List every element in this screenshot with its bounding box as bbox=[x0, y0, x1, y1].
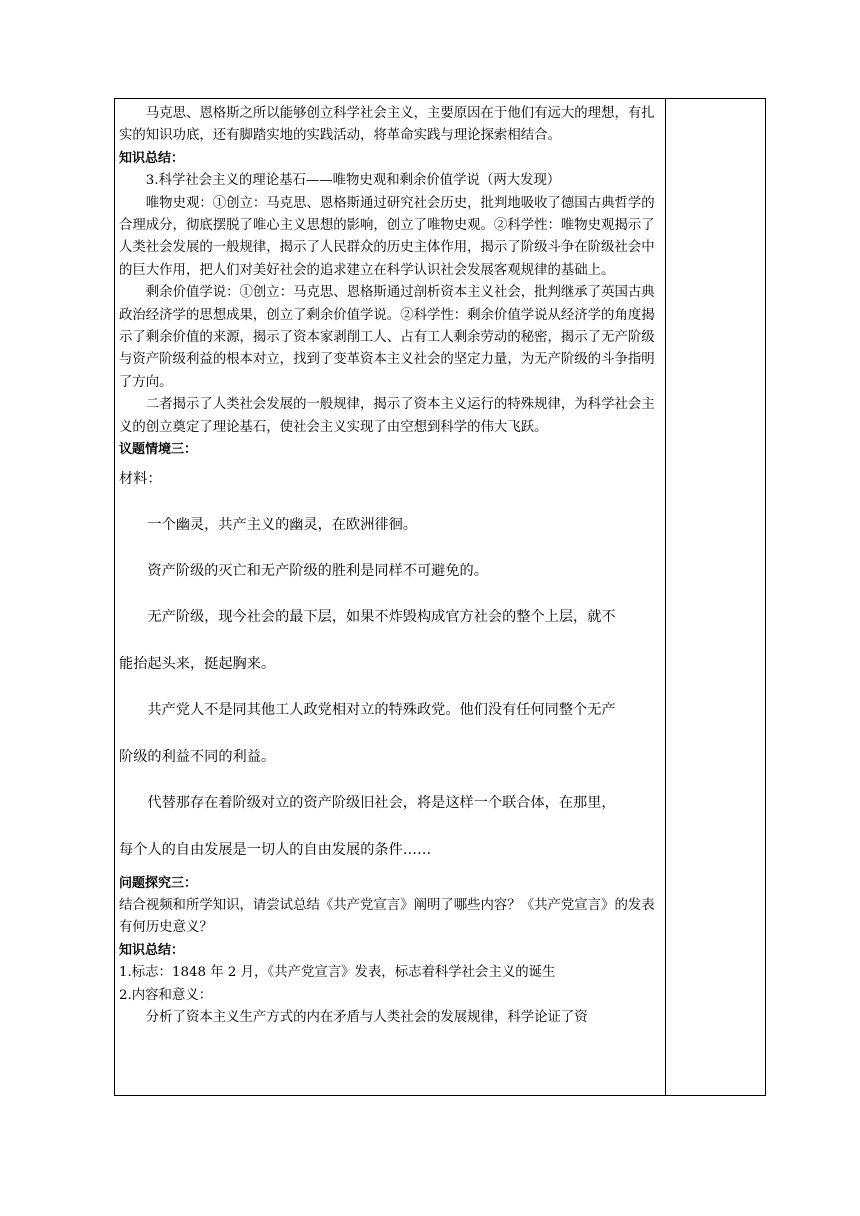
question-3-heading: 问题探究三： bbox=[119, 875, 198, 891]
material-quote-2: 资产阶级的灭亡和无产阶级的胜利是同样不可避免的。 bbox=[147, 562, 488, 579]
material-quote-1: 一个幽灵，共产主义的幽灵，在欧洲徘徊。 bbox=[147, 516, 417, 533]
both-discoveries-paragraph: 二者揭示了人类社会发展的一般规律，揭示了资本主义运行的特殊规律，为科学社会主义的创立奠定了理论基石，使社会主义实现了由空想到科学的伟大飞跃。 bbox=[119, 397, 655, 435]
theory-cornerstone-item: 3.科学社会主义的理论基石——唯物史观和剩余价值学说（两大发现） bbox=[145, 173, 561, 189]
lesson-table bbox=[114, 98, 766, 1096]
material-quote-3-line-2: 能抬起头来，挺起胸来。 bbox=[119, 655, 276, 672]
notes-cell bbox=[666, 99, 765, 1095]
material-quote-3-line-1: 无产阶级，现今社会的最下层，如果不炸毁构成官方社会的整个上层，就不 bbox=[147, 608, 616, 625]
material-label: 材料： bbox=[119, 470, 162, 487]
material-quote-4-line-1: 共产党人不是同其他工人政党相对立的特殊政党。他们没有任何同整个无产 bbox=[147, 701, 616, 718]
content-significance-item: 2.内容和意义： bbox=[119, 987, 213, 1003]
historical-materialism-paragraph: 唯物史观：①创立：马克思、恩格斯通过研究社会历史，批判地吸收了德国古典哲学的合理成分，彻底摆脱了唯心主义思想的影响，创立了唯物史观。②科学性：唯物史观揭示了人类社会发展的一般规律，揭示了人民群众的历史主体作用，揭示了阶级斗争在阶级社会中的巨大作用，把人们对美好社会的追求建立在科学认识社会发展客观规律的基础上。 bbox=[119, 195, 655, 278]
material-quote-4-line-2: 阶级的利益不同的利益。 bbox=[119, 748, 276, 765]
scenario-3-heading: 议题情境三： bbox=[119, 442, 198, 458]
question-3-text: 结合视频和所学知识，请尝试总结《共产党宣言》阐明了哪些内容？《共产党宣言》的发表有何历史意义？ bbox=[119, 897, 655, 936]
surplus-value-paragraph: 剩余价值学说：①创立：马克思、恩格斯通过剖析资本主义社会，批判继承了英国古典政治经济学的思想成果，创立了剩余价值学说。②科学性：剩余价值学说从经济学的角度揭示了剩余价值的来源，揭示了资本家剥削工人、占有工人剩余劳动的秘密，揭示了无产阶级与资产阶级利益的根本对立，找到了变革资本主义社会的坚定力量，为无产阶级的斗争指明了方向。 bbox=[119, 285, 655, 390]
content-cell bbox=[115, 99, 665, 1095]
manifesto-mark-item: 1.标志：1848 年 2 月，《共产党宣言》发表，标志着科学社会主义的诞生 bbox=[119, 965, 556, 981]
intro-paragraph: 马克思、恩格斯之所以能够创立科学社会主义，主要原因在于他们有远大的理想，有扎实的知识功底，还有脚踏实地的实践活动，将革命实践与理论探索相结合。 bbox=[119, 106, 655, 144]
material-quote-5-line-2: 每个人的自由发展是一切人的自由发展的条件…… bbox=[119, 841, 432, 858]
material-quote-5-line-1: 代替那存在着阶级对立的资产阶级旧社会，将是这样一个联合体，在那里， bbox=[147, 794, 616, 811]
knowledge-summary-heading-1: 知识总结： bbox=[119, 150, 185, 166]
knowledge-summary-heading-2: 知识总结： bbox=[119, 942, 185, 958]
manifesto-analysis-paragraph: 分析了资本主义生产方式的内在矛盾与人类社会的发展规律，科学论证了资 bbox=[145, 1009, 588, 1025]
